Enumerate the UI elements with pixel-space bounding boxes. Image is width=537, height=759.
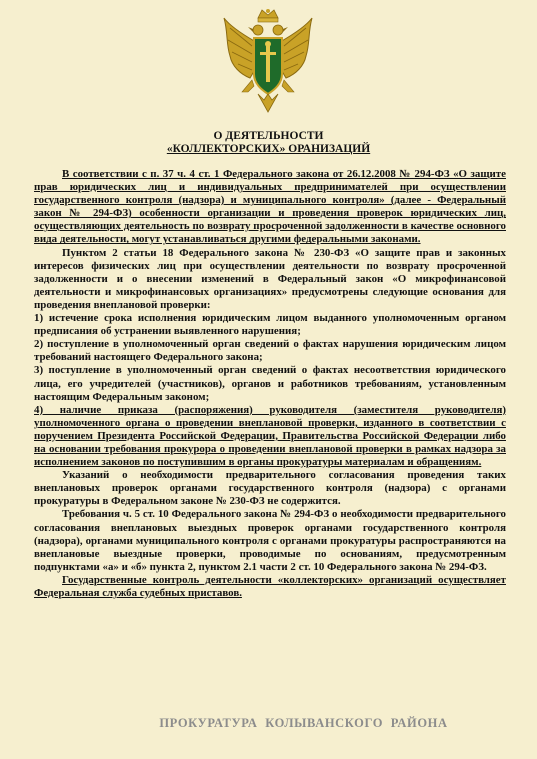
paragraph-supervision: Государственные контроль деятельности «коллекторских» организаций осуществляет Федеральная служба судебных приставов. [34,573,506,599]
list-item-3: 3) поступление в уполномоченный орган сведений о фактах несоответствия юридического лица, его учредителей (участников), органов и работников требованиям, установленным настоящим Федеральным законом; [34,364,506,403]
list-item-4: 4) наличие приказа (распоряжения) руководителя (заместителя руководителя) уполномоченного органа о проведении внеплановой проверки, изданного в соответствии с поручением Президента Российской Федерации, Правительства Российской Федерации либо на основании требования прокурора о проведении внеплановой проверки в рамках надзора за исполнением законов по поступившим в органы прокуратуры материалам и обращениям. [34,403,506,469]
paragraph-intro: В соответствии с п. 37 ч. 4 ст. 1 Федерального закона от 26.12.2008 № 294-ФЗ «О защите прав юридических лиц и индивидуальных предпринимателей при осуществлении государственного контроля (надзора) и муниципального контроля» (далее - Федеральный закон № 294-ФЗ) особенности организации и проведения проверок юридических лиц, осуществляющих деятельность по возврату просроченной задолженности в качестве основного вида деятельности, могут устанавливаться другими федеральными законами. [34,168,506,246]
paragraph-requirements: Требования ч. 5 ст. 10 Федерального закона № 294-ФЗ о необходимости предварительного согласования внеплановых выездных проверок органами государственного контроля (надзора), органами муниципального контроля с органами прокуратуры распространяются на внеплановые выездные проверки, проводимые по основаниям, предусмотренным подпунктами «а» и «б» пункта 2, пунктом 2.1 части 2 ст. 10 Федерального закона № 294-ФЗ. [34,508,506,573]
list-item-1: 1) истечение срока исполнения юридическим лицом выданного уполномоченным органом предписания об устранении выявленного нарушения; [34,312,506,338]
paragraph-no-approval: Указаний о необходимости предварительного согласования проведения таких внеплановых проверок органами государственного контроля (надзора) с органами прокуратуры в Федеральном законе № 230-ФЗ не содержится. [34,469,506,508]
document-body [34,168,506,600]
list-item-2: 2) поступление в уполномоченный орган сведений о фактах нарушения юридическим лицом требований настоящего Федерального закона; [34,338,506,364]
document-subtitle: «КОЛЛЕКТОРСКИХ» ОРАНИЗАЦИЙ [166,143,371,155]
prosecutor-emblem-icon [222,8,314,118]
footer-signature: ПРОКУРАТУРА КОЛЫВАНСКОГО РАЙОНА [159,716,448,730]
document-title: О ДЕЯТЕЛЬНОСТИ [213,130,324,142]
paragraph-grounds: Пунктом 2 статьи 18 Федерального закона № 230-ФЗ «О защите прав и законных интересов физических лиц при осуществлении деятельности по возврату просроченной задолженности и о внесении изменений в Федеральный закон «О микрофинансовой деятельности и микрофинансовых организациях» предусмотрены следующие основания для проведения внеплановой проверки: [34,246,506,311]
